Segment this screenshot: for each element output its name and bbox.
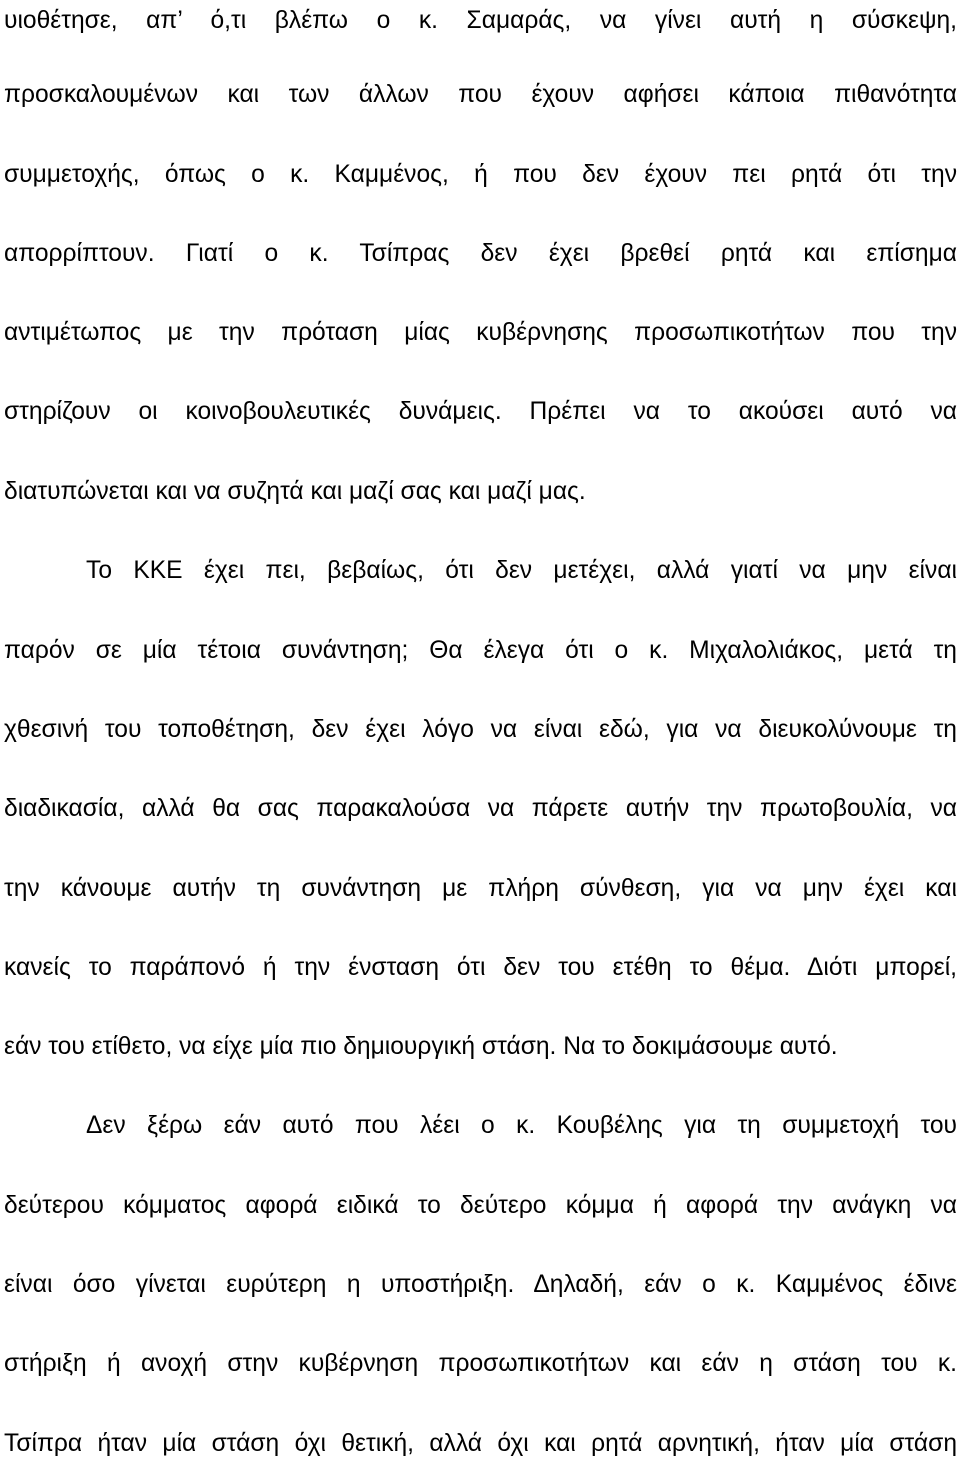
- text-line: υιοθέτησε, απ’ ό,τι βλέπω ο κ. Σαμαράς, να γίνει αυτή η σύσκεψη,: [4, 7, 957, 34]
- document-page: [4, 0, 960, 1460]
- text-line: διαδικασία, αλλά θα σας παρακαλούσα να πάρετε αυτήν την πρωτοβουλία, να: [4, 795, 957, 822]
- text-line: διατυπώνεται και να συζητά και μαζί σας και μαζί μας.: [4, 478, 586, 505]
- text-line: Τσίπρα ήταν μία στάση όχι θετική, αλλά όχι και ρητά αρνητική, ήταν μία στάση: [4, 1430, 957, 1457]
- text-line: στηρίζουν οι κοινοβουλευτικές δυνάμεις. Πρέπει να το ακούσει αυτό να: [4, 398, 957, 425]
- text-line: απορρίπτουν. Γιατί ο κ. Τσίπρας δεν έχει βρεθεί ρητά και επίσημα: [4, 240, 957, 267]
- text-line: στήριξη ή ανοχή στην κυβέρνηση προσωπικοτήτων και εάν η στάση του κ.: [4, 1350, 957, 1377]
- text-line: Δεν ξέρω εάν αυτό που λέει ο κ. Κουβέλης για τη συμμετοχή του: [86, 1112, 957, 1139]
- text-line: κανείς το παράπονό ή την ένσταση ότι δεν του ετέθη το θέμα. Διότι μπορεί,: [4, 954, 957, 981]
- text-line: χθεσινή του τοποθέτηση, δεν έχει λόγο να είναι εδώ, για να διευκολύνουμε τη: [4, 716, 957, 743]
- text-line: την κάνουμε αυτήν τη συνάντηση με πλήρη σύνθεση, για να μην έχει και: [4, 875, 957, 902]
- text-line: εάν του ετίθετο, να είχε μία πιο δημιουργική στάση. Να το δοκιμάσουμε αυτό.: [4, 1033, 838, 1060]
- text-line: αντιμέτωπος με την πρόταση μίας κυβέρνησης προσωπικοτήτων που την: [4, 319, 957, 346]
- text-line: συμμετοχής, όπως ο κ. Καμμένος, ή που δεν έχουν πει ρητά ότι την: [4, 161, 957, 188]
- text-line: παρόν σε μία τέτοια συνάντηση; Θα έλεγα ότι ο κ. Μιχαλολιάκος, μετά τη: [4, 637, 957, 664]
- text-line: δεύτερου κόμματος αφορά ειδικά το δεύτερο κόμμα ή αφορά την ανάγκη να: [4, 1192, 957, 1219]
- text-line: Το ΚΚΕ έχει πει, βεβαίως, ότι δεν μετέχει, αλλά γιατί να μην είναι: [86, 557, 957, 584]
- text-line: είναι όσο γίνεται ευρύτερη η υποστήριξη. Δηλαδή, εάν ο κ. Καμμένος έδινε: [4, 1271, 957, 1298]
- text-line: προσκαλουμένων και των άλλων που έχουν αφήσει κάποια πιθανότητα: [4, 81, 957, 108]
